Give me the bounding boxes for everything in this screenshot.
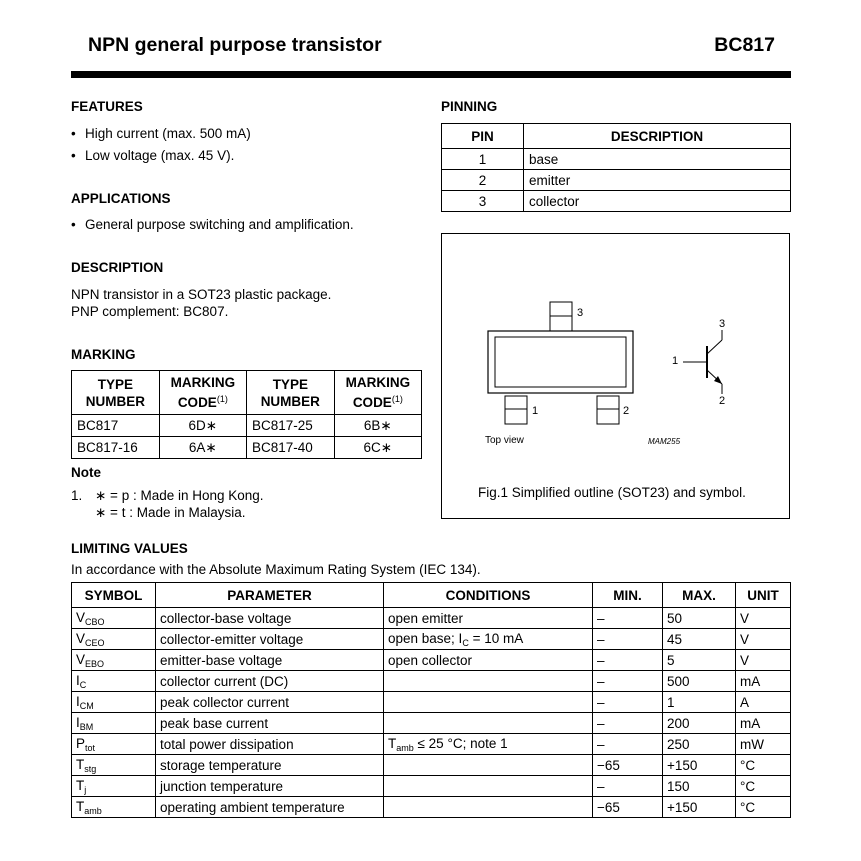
symbol-collector-label: 3 (719, 318, 726, 330)
description-line: NPN transistor in a SOT23 plastic package. (71, 287, 332, 302)
min-cell: – (593, 629, 663, 650)
parameter-cell: peak base current (156, 713, 384, 734)
col-symbol: SYMBOL (72, 583, 156, 608)
pin1-label: 1 (532, 405, 539, 417)
pinning-table (441, 123, 791, 212)
max-cell: 1 (663, 692, 736, 713)
marking-code: 6B∗ (334, 415, 421, 437)
note-heading: Note (71, 465, 101, 480)
pin-description: base (524, 149, 791, 170)
table-row (442, 170, 791, 191)
symbol-cell: $T_{amb}$ (72, 797, 156, 818)
col-parameter: PARAMETER (156, 583, 384, 608)
col-max: MAX. (663, 583, 736, 608)
unit-cell: °C (736, 755, 791, 776)
marking-col-code: MARKING CODE$^{(1)}$ (159, 371, 246, 415)
symbol-cell: $T_{stg}$ (72, 755, 156, 776)
marking-col-code: MARKING CODE$^{(1)}$ (334, 371, 421, 415)
marking-code: 6C∗ (334, 437, 421, 459)
unit-cell: V (736, 650, 791, 671)
description-line: PNP complement: BC807. (71, 304, 229, 319)
max-cell: 250 (663, 734, 736, 755)
applications-heading: APPLICATIONS (71, 191, 171, 206)
table-row (72, 437, 422, 459)
pin-number: 2 (442, 170, 524, 191)
marking-code: 6D∗ (159, 415, 246, 437)
parameter-cell: operating ambient temperature (156, 797, 384, 818)
table-row (72, 755, 791, 776)
max-cell: 5 (663, 650, 736, 671)
min-cell: – (593, 608, 663, 629)
conditions-cell (384, 755, 593, 776)
figure-caption: Fig.1 Simplified outline (SOT23) and symbol. (478, 485, 746, 500)
pinning-header-row (442, 124, 791, 149)
top-view-label: Top view (485, 435, 524, 446)
max-cell: 50 (663, 608, 736, 629)
limiting-header-row (72, 583, 791, 608)
conditions-cell: open base; $I_C = 10$ mA (384, 629, 593, 650)
figure-code: MAM255 (648, 437, 681, 446)
pin-number: 3 (442, 191, 524, 212)
type-number: BC817 (72, 415, 160, 437)
min-cell: – (593, 692, 663, 713)
symbol-cell: $T_j$ (72, 776, 156, 797)
parameter-cell: peak collector current (156, 692, 384, 713)
type-number: BC817-40 (246, 437, 334, 459)
header-rule (71, 71, 791, 78)
description-text (71, 286, 331, 320)
unit-cell: V (736, 629, 791, 650)
pin-description: emitter (524, 170, 791, 191)
unit-cell: mA (736, 671, 791, 692)
features-item: • High current (max. 500 mA) (71, 125, 251, 142)
description-col-header: DESCRIPTION (524, 124, 791, 149)
parameter-cell: junction temperature (156, 776, 384, 797)
note-line: ∗ = p : Made in Hong Kong. (95, 488, 264, 503)
table-row (442, 191, 791, 212)
pin-description: collector (524, 191, 791, 212)
conditions-cell: $T_{amb} \le 25$ °C; note 1 (384, 734, 593, 755)
unit-cell: mW (736, 734, 791, 755)
conditions-cell (384, 776, 593, 797)
pin2-label: 2 (623, 405, 630, 417)
unit-cell: °C (736, 776, 791, 797)
conditions-cell (384, 671, 593, 692)
marking-heading: MARKING (71, 347, 136, 362)
table-row (72, 713, 791, 734)
features-list (71, 125, 251, 164)
max-cell: 150 (663, 776, 736, 797)
table-row (72, 650, 791, 671)
symbol-cell: $I_{BM}$ (72, 713, 156, 734)
pin-col-header: PIN (442, 124, 524, 149)
conditions-cell (384, 692, 593, 713)
col-conditions: CONDITIONS (384, 583, 593, 608)
parameter-cell: total power dissipation (156, 734, 384, 755)
limiting-intro: In accordance with the Absolute Maximum Rating System (IEC 134). (71, 562, 481, 577)
pinning-heading: PINNING (441, 99, 498, 114)
marking-table (71, 370, 422, 459)
min-cell: – (593, 671, 663, 692)
conditions-cell (384, 713, 593, 734)
conditions-cell: open collector (384, 650, 593, 671)
pin-number: 1 (442, 149, 524, 170)
note-text (95, 487, 264, 521)
max-cell: 45 (663, 629, 736, 650)
max-cell: 200 (663, 713, 736, 734)
page-title: NPN general purpose transistor (88, 34, 382, 56)
min-cell: – (593, 734, 663, 755)
parameter-cell: collector-emitter voltage (156, 629, 384, 650)
max-cell: +150 (663, 797, 736, 818)
min-cell: – (593, 776, 663, 797)
marking-col-type: TYPE NUMBER (246, 371, 334, 415)
figure-box (441, 233, 790, 519)
unit-cell: °C (736, 797, 791, 818)
col-min: MIN. (593, 583, 663, 608)
symbol-base-label: 1 (672, 355, 679, 367)
conditions-cell: open emitter (384, 608, 593, 629)
symbol-cell: $V_{CBO}$ (72, 608, 156, 629)
table-row (72, 692, 791, 713)
applications-item: • General purpose switching and amplification. (71, 216, 354, 233)
marking-col-type: TYPE NUMBER (72, 371, 160, 415)
limiting-values-table (71, 582, 791, 818)
unit-cell: A (736, 692, 791, 713)
table-row (72, 415, 422, 437)
symbol-cell: $I_{CM}$ (72, 692, 156, 713)
marking-code: 6A∗ (159, 437, 246, 459)
applications-list (71, 216, 354, 233)
min-cell: – (593, 650, 663, 671)
type-number: BC817-25 (246, 415, 334, 437)
col-unit: UNIT (736, 583, 791, 608)
conditions-cell (384, 797, 593, 818)
note-line: ∗ = t : Made in Malaysia. (95, 505, 246, 520)
symbol-cell: $I_C$ (72, 671, 156, 692)
sot23-outline-and-symbol (442, 234, 789, 518)
table-row (72, 734, 791, 755)
symbol-emitter-label: 2 (719, 395, 726, 407)
parameter-cell: storage temperature (156, 755, 384, 776)
part-number: BC817 (714, 34, 775, 56)
marking-header-row (72, 371, 422, 415)
table-row (72, 797, 791, 818)
table-row (442, 149, 791, 170)
max-cell: +150 (663, 755, 736, 776)
table-row (72, 608, 791, 629)
symbol-cell: $V_{EBO}$ (72, 650, 156, 671)
min-cell: – (593, 713, 663, 734)
features-item: • Low voltage (max. 45 V). (71, 147, 251, 164)
features-heading: FEATURES (71, 99, 143, 114)
max-cell: 500 (663, 671, 736, 692)
table-row (72, 671, 791, 692)
parameter-cell: collector current (DC) (156, 671, 384, 692)
unit-cell: mA (736, 713, 791, 734)
parameter-cell: collector-base voltage (156, 608, 384, 629)
unit-cell: V (736, 608, 791, 629)
parameter-cell: emitter-base voltage (156, 650, 384, 671)
note-number: 1. (71, 488, 83, 503)
symbol-cell: $P_{tot}$ (72, 734, 156, 755)
type-number: BC817-16 (72, 437, 160, 459)
symbol-cell: $V_{CEO}$ (72, 629, 156, 650)
table-row (72, 776, 791, 797)
min-cell: −65 (593, 755, 663, 776)
description-heading: DESCRIPTION (71, 260, 164, 275)
min-cell: −65 (593, 797, 663, 818)
table-row (72, 629, 791, 650)
pin3-label: 3 (577, 307, 584, 319)
limiting-heading: LIMITING VALUES (71, 541, 188, 556)
